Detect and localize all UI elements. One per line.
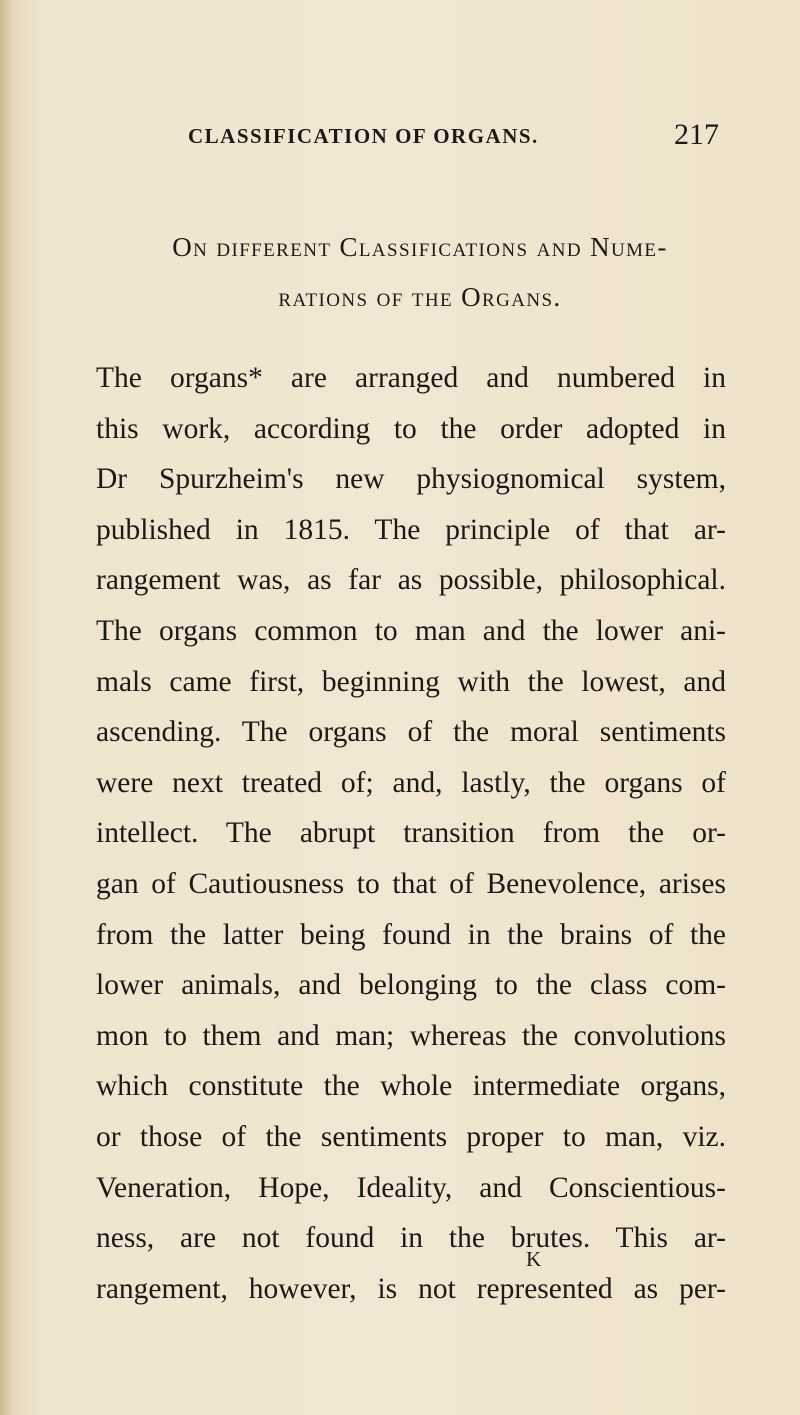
- text-line: The organs common to man and the lower ani-: [96, 614, 726, 647]
- page-number: 217: [674, 118, 719, 151]
- heading-line-2: rations of the Organs.: [278, 282, 562, 312]
- text-line: from the latter being found in the brains of the: [96, 918, 726, 951]
- text-line: gan of Cautiousness to that of Benevolence, arises: [96, 867, 726, 900]
- running-head: [188, 118, 719, 158]
- text-line: which constitute the whole intermediate organs,: [96, 1070, 726, 1103]
- page-spine-shadow: [0, 0, 12, 1415]
- text-line: published in 1815. The principle of that ar-: [96, 513, 726, 546]
- text-line: mals came first, beginning with the lowest, and: [96, 665, 726, 698]
- running-title: CLASSIFICATION OF ORGANS.: [188, 124, 539, 148]
- section-heading: [100, 222, 740, 322]
- text-line: ness, are not found in the brutes. This ar-: [96, 1222, 726, 1255]
- text-line: or those of the sentiments proper to man, viz.: [96, 1120, 726, 1153]
- text-line: ascending. The organs of the moral sentiments: [96, 716, 726, 749]
- text-line: lower animals, and belonging to the class com-: [96, 969, 726, 1002]
- text-line: The organs* are arranged and numbered in: [96, 362, 726, 394]
- signature-mark: K: [526, 1247, 543, 1271]
- heading-line-1: On different Classifications and Nume-: [172, 232, 668, 262]
- text-line: rangement, however, is not represented as per-: [96, 1272, 726, 1305]
- text-line: Veneration, Hope, Ideality, and Conscientious-: [96, 1171, 726, 1204]
- text-line: intellect. The abrupt transition from the or-: [96, 817, 726, 850]
- text-line: mon to them and man; whereas the convolutions: [96, 1019, 726, 1052]
- text-line: rangement was, as far as possible, philosophical.: [96, 564, 726, 597]
- text-line: Dr Spurzheim's new physiognomical system,: [96, 463, 726, 496]
- text-line: were next treated of; and, lastly, the organs of: [96, 766, 726, 799]
- text-line: this work, according to the order adopted in: [96, 412, 726, 445]
- body-paragraph: [96, 353, 726, 1314]
